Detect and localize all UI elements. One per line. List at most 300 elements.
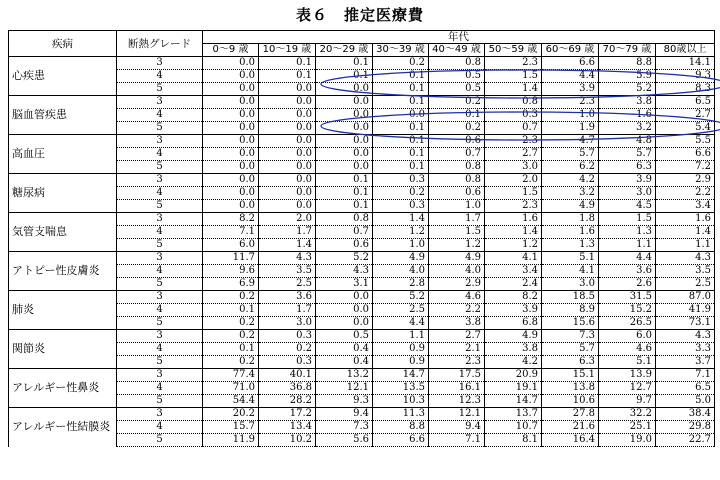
cost-value-cell: 2.3	[429, 356, 485, 369]
cost-value-cell: 19.1	[485, 382, 542, 395]
cost-value-cell: 2.2	[429, 304, 485, 317]
cost-value-cell: 0.8	[485, 96, 542, 109]
cost-value-cell: 0.0	[203, 70, 259, 83]
cost-value-cell: 54.4	[203, 395, 259, 408]
cost-value-cell: 28.2	[259, 395, 316, 408]
cost-value-cell: 7.1	[656, 369, 715, 382]
disease-label: アレルギー性鼻炎	[9, 369, 117, 408]
cost-value-cell: 22.7	[656, 434, 715, 447]
cost-value-cell: 2.3	[542, 96, 599, 109]
grade-cell: 3	[117, 252, 203, 265]
cost-value-cell: 0.0	[316, 291, 373, 304]
cost-value-cell: 0.1	[373, 148, 429, 161]
cost-value-cell: 3.2	[542, 187, 599, 200]
cost-value-cell: 12.1	[429, 408, 485, 421]
cost-value-cell: 7.3	[542, 330, 599, 343]
cost-value-cell: 0.0	[259, 161, 316, 174]
cost-value-cell: 0.0	[203, 83, 259, 96]
cost-value-cell: 1.5	[429, 226, 485, 239]
cost-value-cell: 2.7	[429, 330, 485, 343]
cost-value-cell: 0.1	[373, 96, 429, 109]
cost-value-cell: 0.2	[203, 330, 259, 343]
cost-value-cell: 0.8	[429, 57, 485, 70]
cost-value-cell: 13.9	[599, 369, 656, 382]
cost-value-cell: 1.6	[656, 213, 715, 226]
cost-value-cell: 1.2	[485, 239, 542, 252]
table-row	[9, 135, 715, 148]
grade-cell: 3	[117, 291, 203, 304]
disease-label: 肺炎	[9, 291, 117, 330]
cost-value-cell: 0.2	[429, 96, 485, 109]
cost-value-cell: 9.6	[203, 265, 259, 278]
cost-value-cell: 1.7	[259, 226, 316, 239]
cost-value-cell: 2.7	[656, 109, 715, 122]
cost-value-cell: 77.4	[203, 369, 259, 382]
cost-value-cell: 0.0	[259, 187, 316, 200]
cost-value-cell: 0.0	[259, 148, 316, 161]
cost-value-cell: 0.0	[373, 109, 429, 122]
table-body	[9, 57, 715, 447]
cost-value-cell: 0.3	[485, 109, 542, 122]
cost-value-cell: 7.1	[203, 226, 259, 239]
cost-value-cell: 6.9	[203, 278, 259, 291]
table-row	[9, 213, 715, 226]
grade-cell: 5	[117, 278, 203, 291]
disease-label: 高血圧	[9, 135, 117, 174]
cost-value-cell: 19.0	[599, 434, 656, 447]
cost-value-cell: 0.0	[316, 122, 373, 135]
cost-value-cell: 9.4	[429, 421, 485, 434]
cost-value-cell: 0.6	[429, 135, 485, 148]
cost-value-cell: 5.2	[316, 252, 373, 265]
cost-value-cell: 0.2	[203, 291, 259, 304]
disease-column-header: 疾病	[9, 31, 117, 57]
cost-value-cell: 0.2	[373, 187, 429, 200]
cost-value-cell: 3.7	[656, 356, 715, 369]
cost-value-cell: 0.2	[373, 57, 429, 70]
cost-value-cell: 0.1	[316, 57, 373, 70]
age-column-header: 60～69 歳	[542, 44, 599, 57]
age-group-header: 年代	[203, 31, 715, 44]
cost-value-cell: 0.1	[259, 57, 316, 70]
cost-value-cell: 0.1	[259, 70, 316, 83]
cost-value-cell: 0.4	[316, 343, 373, 356]
disease-label: アトピー性皮膚炎	[9, 252, 117, 291]
cost-value-cell: 0.2	[203, 317, 259, 330]
cost-value-cell: 1.7	[429, 213, 485, 226]
cost-value-cell: 4.2	[542, 174, 599, 187]
cost-value-cell: 25.1	[599, 421, 656, 434]
cost-value-cell: 13.8	[542, 382, 599, 395]
cost-value-cell: 3.9	[542, 83, 599, 96]
cost-value-cell: 0.7	[485, 122, 542, 135]
cost-value-cell: 6.6	[373, 434, 429, 447]
grade-cell: 4	[117, 382, 203, 395]
cost-value-cell: 6.2	[542, 161, 599, 174]
cost-value-cell: 5.6	[316, 434, 373, 447]
cost-value-cell: 10.6	[542, 395, 599, 408]
age-column-header: 50～59 歳	[485, 44, 542, 57]
cost-value-cell: 0.0	[316, 304, 373, 317]
cost-value-cell: 27.8	[542, 408, 599, 421]
cost-value-cell: 41.9	[656, 304, 715, 317]
cost-value-cell: 3.0	[599, 187, 656, 200]
cost-value-cell: 1.2	[373, 226, 429, 239]
cost-value-cell: 2.2	[656, 187, 715, 200]
cost-value-cell: 0.0	[259, 174, 316, 187]
grade-cell: 4	[117, 109, 203, 122]
cost-value-cell: 17.2	[259, 408, 316, 421]
cost-value-cell: 2.8	[373, 278, 429, 291]
cost-value-cell: 1.5	[485, 70, 542, 83]
cost-value-cell: 16.4	[542, 434, 599, 447]
grade-cell: 5	[117, 395, 203, 408]
cost-value-cell: 0.1	[203, 343, 259, 356]
cost-value-cell: 4.1	[542, 265, 599, 278]
cost-value-cell: 1.6	[542, 226, 599, 239]
grade-cell: 3	[117, 369, 203, 382]
cost-value-cell: 3.8	[599, 96, 656, 109]
grade-cell: 3	[117, 96, 203, 109]
disease-label: 心疾患	[9, 57, 117, 96]
cost-value-cell: 1.1	[599, 239, 656, 252]
age-column-header: 30～39 歳	[373, 44, 429, 57]
disease-label: 脳血管疾患	[9, 96, 117, 135]
disease-label: 気管支喘息	[9, 213, 117, 252]
cost-value-cell: 8.8	[373, 421, 429, 434]
cost-value-cell: 5.7	[599, 148, 656, 161]
cost-value-cell: 5.9	[599, 70, 656, 83]
cost-value-cell: 0.0	[316, 96, 373, 109]
cost-value-cell: 3.9	[599, 174, 656, 187]
cost-value-cell: 87.0	[656, 291, 715, 304]
cost-value-cell: 2.0	[485, 174, 542, 187]
grade-cell: 4	[117, 226, 203, 239]
cost-value-cell: 0.0	[203, 148, 259, 161]
cost-value-cell: 8.2	[485, 291, 542, 304]
disease-label: 糖尿病	[9, 174, 117, 213]
cost-value-cell: 11.3	[373, 408, 429, 421]
cost-value-cell: 1.6	[599, 109, 656, 122]
cost-value-cell: 9.7	[599, 395, 656, 408]
cost-value-cell: 2.5	[259, 278, 316, 291]
cost-value-cell: 31.5	[599, 291, 656, 304]
cost-value-cell: 10.3	[373, 395, 429, 408]
cost-value-cell: 0.8	[429, 161, 485, 174]
cost-value-cell: 1.4	[259, 239, 316, 252]
cost-value-cell: 0.7	[316, 226, 373, 239]
grade-cell: 4	[117, 304, 203, 317]
cost-value-cell: 26.5	[599, 317, 656, 330]
header-row-top	[9, 31, 715, 44]
cost-value-cell: 0.8	[316, 213, 373, 226]
cost-value-cell: 0.1	[373, 135, 429, 148]
grade-cell: 3	[117, 135, 203, 148]
cost-value-cell: 0.1	[316, 200, 373, 213]
cost-value-cell: 1.1	[656, 239, 715, 252]
cost-value-cell: 13.4	[259, 421, 316, 434]
cost-value-cell: 0.6	[429, 187, 485, 200]
cost-value-cell: 73.1	[656, 317, 715, 330]
cost-value-cell: 11.7	[203, 252, 259, 265]
cost-value-cell: 4.4	[542, 70, 599, 83]
cost-value-cell: 6.5	[656, 96, 715, 109]
cost-value-cell: 0.0	[259, 96, 316, 109]
cost-value-cell: 4.8	[599, 135, 656, 148]
cost-value-cell: 0.0	[203, 135, 259, 148]
cost-value-cell: 0.9	[373, 356, 429, 369]
cost-value-cell: 8.1	[485, 434, 542, 447]
grade-cell: 3	[117, 330, 203, 343]
cost-value-cell: 5.5	[656, 135, 715, 148]
cost-value-cell: 2.5	[373, 304, 429, 317]
cost-value-cell: 5.7	[542, 343, 599, 356]
cost-value-cell: 0.1	[429, 109, 485, 122]
cost-value-cell: 3.8	[485, 343, 542, 356]
cost-value-cell: 0.1	[203, 304, 259, 317]
cost-value-cell: 4.7	[542, 135, 599, 148]
cost-value-cell: 13.2	[316, 369, 373, 382]
cost-value-cell: 12.3	[429, 395, 485, 408]
cost-value-cell: 3.5	[259, 265, 316, 278]
cost-value-cell: 4.2	[485, 356, 542, 369]
cost-value-cell: 1.4	[485, 226, 542, 239]
grade-cell: 4	[117, 187, 203, 200]
cost-value-cell: 29.8	[656, 421, 715, 434]
cost-value-cell: 3.4	[485, 265, 542, 278]
cost-value-cell: 6.0	[203, 239, 259, 252]
cost-value-cell: 5.1	[599, 356, 656, 369]
cost-value-cell: 0.3	[259, 330, 316, 343]
cost-value-cell: 15.6	[542, 317, 599, 330]
cost-value-cell: 3.4	[656, 200, 715, 213]
cost-value-cell: 2.0	[259, 213, 316, 226]
table-title: 表６ 推定医療費	[295, 6, 424, 24]
cost-value-cell: 12.7	[599, 382, 656, 395]
cost-value-cell: 4.3	[316, 265, 373, 278]
cost-value-cell: 2.3	[485, 57, 542, 70]
cost-value-cell: 1.0	[373, 239, 429, 252]
cost-value-cell: 6.6	[542, 57, 599, 70]
cost-value-cell: 0.3	[259, 356, 316, 369]
disease-label: 関節炎	[9, 330, 117, 369]
cost-value-cell: 4.6	[599, 343, 656, 356]
grade-cell: 4	[117, 265, 203, 278]
age-column-header: 10～19 歳	[259, 44, 316, 57]
cost-value-cell: 4.0	[429, 265, 485, 278]
cost-value-cell: 0.0	[259, 122, 316, 135]
cost-value-cell: 0.8	[429, 174, 485, 187]
cost-value-cell: 0.1	[373, 161, 429, 174]
cost-value-cell: 3.8	[429, 317, 485, 330]
cost-value-cell: 6.6	[656, 148, 715, 161]
cost-value-cell: 1.5	[599, 213, 656, 226]
cost-value-cell: 4.9	[485, 330, 542, 343]
cost-value-cell: 2.4	[485, 278, 542, 291]
cost-value-cell: 16.1	[429, 382, 485, 395]
cost-value-cell: 3.0	[259, 317, 316, 330]
cost-value-cell: 6.0	[599, 330, 656, 343]
cost-value-cell: 0.6	[316, 239, 373, 252]
cost-value-cell: 6.3	[542, 356, 599, 369]
cost-value-cell: 20.2	[203, 408, 259, 421]
cost-value-cell: 1.4	[656, 226, 715, 239]
cost-value-cell: 9.3	[316, 395, 373, 408]
cost-value-cell: 21.6	[542, 421, 599, 434]
cost-value-cell: 0.5	[429, 70, 485, 83]
cost-value-cell: 2.5	[656, 278, 715, 291]
cost-value-cell: 3.0	[485, 161, 542, 174]
cost-value-cell: 4.6	[429, 291, 485, 304]
cost-value-cell: 6.8	[485, 317, 542, 330]
table-row	[9, 330, 715, 343]
table-row	[9, 369, 715, 382]
cost-value-cell: 4.3	[656, 330, 715, 343]
cost-value-cell: 0.2	[429, 122, 485, 135]
cost-value-cell: 9.3	[656, 70, 715, 83]
cost-value-cell: 0.0	[203, 57, 259, 70]
cost-value-cell: 0.0	[259, 83, 316, 96]
cost-value-cell: 4.5	[599, 200, 656, 213]
cost-value-cell: 7.3	[316, 421, 373, 434]
cost-value-cell: 1.5	[485, 187, 542, 200]
cost-value-cell: 3.3	[656, 343, 715, 356]
cost-value-cell: 1.6	[485, 213, 542, 226]
cost-value-cell: 0.1	[373, 83, 429, 96]
cost-value-cell: 3.6	[259, 291, 316, 304]
estimated-medical-cost-table	[8, 30, 715, 447]
cost-value-cell: 0.0	[203, 122, 259, 135]
cost-value-cell: 1.0	[542, 109, 599, 122]
cost-value-cell: 0.1	[373, 122, 429, 135]
cost-value-cell: 0.9	[373, 343, 429, 356]
cost-value-cell: 1.3	[599, 226, 656, 239]
cost-value-cell: 5.4	[656, 122, 715, 135]
cost-value-cell: 2.9	[656, 174, 715, 187]
cost-value-cell: 6.3	[599, 161, 656, 174]
cost-value-cell: 0.2	[259, 343, 316, 356]
grade-cell: 5	[117, 200, 203, 213]
cost-value-cell: 1.2	[429, 239, 485, 252]
cost-value-cell: 0.0	[259, 135, 316, 148]
table-row	[9, 174, 715, 187]
cost-value-cell: 0.0	[259, 200, 316, 213]
grade-cell: 5	[117, 161, 203, 174]
grade-cell: 4	[117, 148, 203, 161]
cost-value-cell: 5.7	[542, 148, 599, 161]
cost-value-cell: 0.0	[203, 200, 259, 213]
cost-value-cell: 36.8	[259, 382, 316, 395]
cost-value-cell: 4.1	[485, 252, 542, 265]
cost-value-cell: 3.5	[656, 265, 715, 278]
cost-value-cell: 0.0	[203, 96, 259, 109]
cost-value-cell: 71.0	[203, 382, 259, 395]
cost-value-cell: 1.1	[373, 330, 429, 343]
cost-value-cell: 3.1	[316, 278, 373, 291]
grade-cell: 5	[117, 239, 203, 252]
cost-value-cell: 4.0	[373, 265, 429, 278]
cost-value-cell: 20.9	[485, 369, 542, 382]
cost-value-cell: 0.0	[316, 317, 373, 330]
cost-value-cell: 0.0	[316, 161, 373, 174]
table-row	[9, 252, 715, 265]
cost-value-cell: 17.5	[429, 369, 485, 382]
age-column-header: 80歳以上	[656, 44, 715, 57]
cost-value-cell: 8.3	[656, 83, 715, 96]
grade-cell: 3	[117, 57, 203, 70]
cost-value-cell: 0.4	[316, 356, 373, 369]
grade-cell: 4	[117, 343, 203, 356]
table-row	[9, 57, 715, 70]
grade-cell: 3	[117, 408, 203, 421]
cost-value-cell: 7.2	[656, 161, 715, 174]
cost-value-cell: 8.2	[203, 213, 259, 226]
cost-value-cell: 5.1	[542, 252, 599, 265]
cost-value-cell: 4.9	[373, 252, 429, 265]
cost-value-cell: 0.1	[316, 174, 373, 187]
cost-value-cell: 10.7	[485, 421, 542, 434]
cost-value-cell: 0.0	[316, 83, 373, 96]
cost-value-cell: 9.4	[316, 408, 373, 421]
grade-cell: 3	[117, 174, 203, 187]
grade-cell: 4	[117, 70, 203, 83]
cost-value-cell: 5.2	[373, 291, 429, 304]
cost-value-cell: 5.0	[656, 395, 715, 408]
cost-value-cell: 0.5	[429, 83, 485, 96]
cost-value-cell: 0.0	[316, 135, 373, 148]
cost-value-cell: 2.6	[599, 278, 656, 291]
grade-cell: 5	[117, 317, 203, 330]
table-row	[9, 408, 715, 421]
disease-label: アレルギー性結膜炎	[9, 408, 117, 447]
grade-cell: 5	[117, 356, 203, 369]
cost-value-cell: 0.0	[259, 109, 316, 122]
cost-value-cell: 1.4	[373, 213, 429, 226]
table-row	[9, 96, 715, 109]
cost-value-cell: 4.4	[599, 252, 656, 265]
cost-value-cell: 0.0	[203, 109, 259, 122]
cost-value-cell: 2.9	[429, 278, 485, 291]
grade-cell: 4	[117, 421, 203, 434]
cost-value-cell: 5.2	[599, 83, 656, 96]
cost-value-cell: 0.7	[429, 148, 485, 161]
cost-value-cell: 4.3	[656, 252, 715, 265]
cost-value-cell: 0.3	[373, 174, 429, 187]
cost-value-cell: 4.9	[542, 200, 599, 213]
cost-value-cell: 8.9	[542, 304, 599, 317]
cost-value-cell: 0.0	[203, 174, 259, 187]
cost-value-cell: 8.8	[599, 57, 656, 70]
cost-value-cell: 14.7	[485, 395, 542, 408]
cost-value-cell: 4.9	[429, 252, 485, 265]
cost-value-cell: 32.2	[599, 408, 656, 421]
cost-value-cell: 14.7	[373, 369, 429, 382]
cost-value-cell: 6.5	[656, 382, 715, 395]
cost-value-cell: 11.9	[203, 434, 259, 447]
cost-value-cell: 0.0	[316, 148, 373, 161]
cost-value-cell: 1.3	[542, 239, 599, 252]
grade-cell: 5	[117, 434, 203, 447]
cost-value-cell: 0.1	[316, 70, 373, 83]
cost-value-cell: 40.1	[259, 369, 316, 382]
cost-value-cell: 0.0	[203, 161, 259, 174]
cost-value-cell: 15.2	[599, 304, 656, 317]
cost-value-cell: 0.3	[373, 200, 429, 213]
cost-value-cell: 0.1	[316, 187, 373, 200]
cost-value-cell: 15.1	[542, 369, 599, 382]
grade-cell: 5	[117, 122, 203, 135]
age-column-header: 40～49 歳	[429, 44, 485, 57]
